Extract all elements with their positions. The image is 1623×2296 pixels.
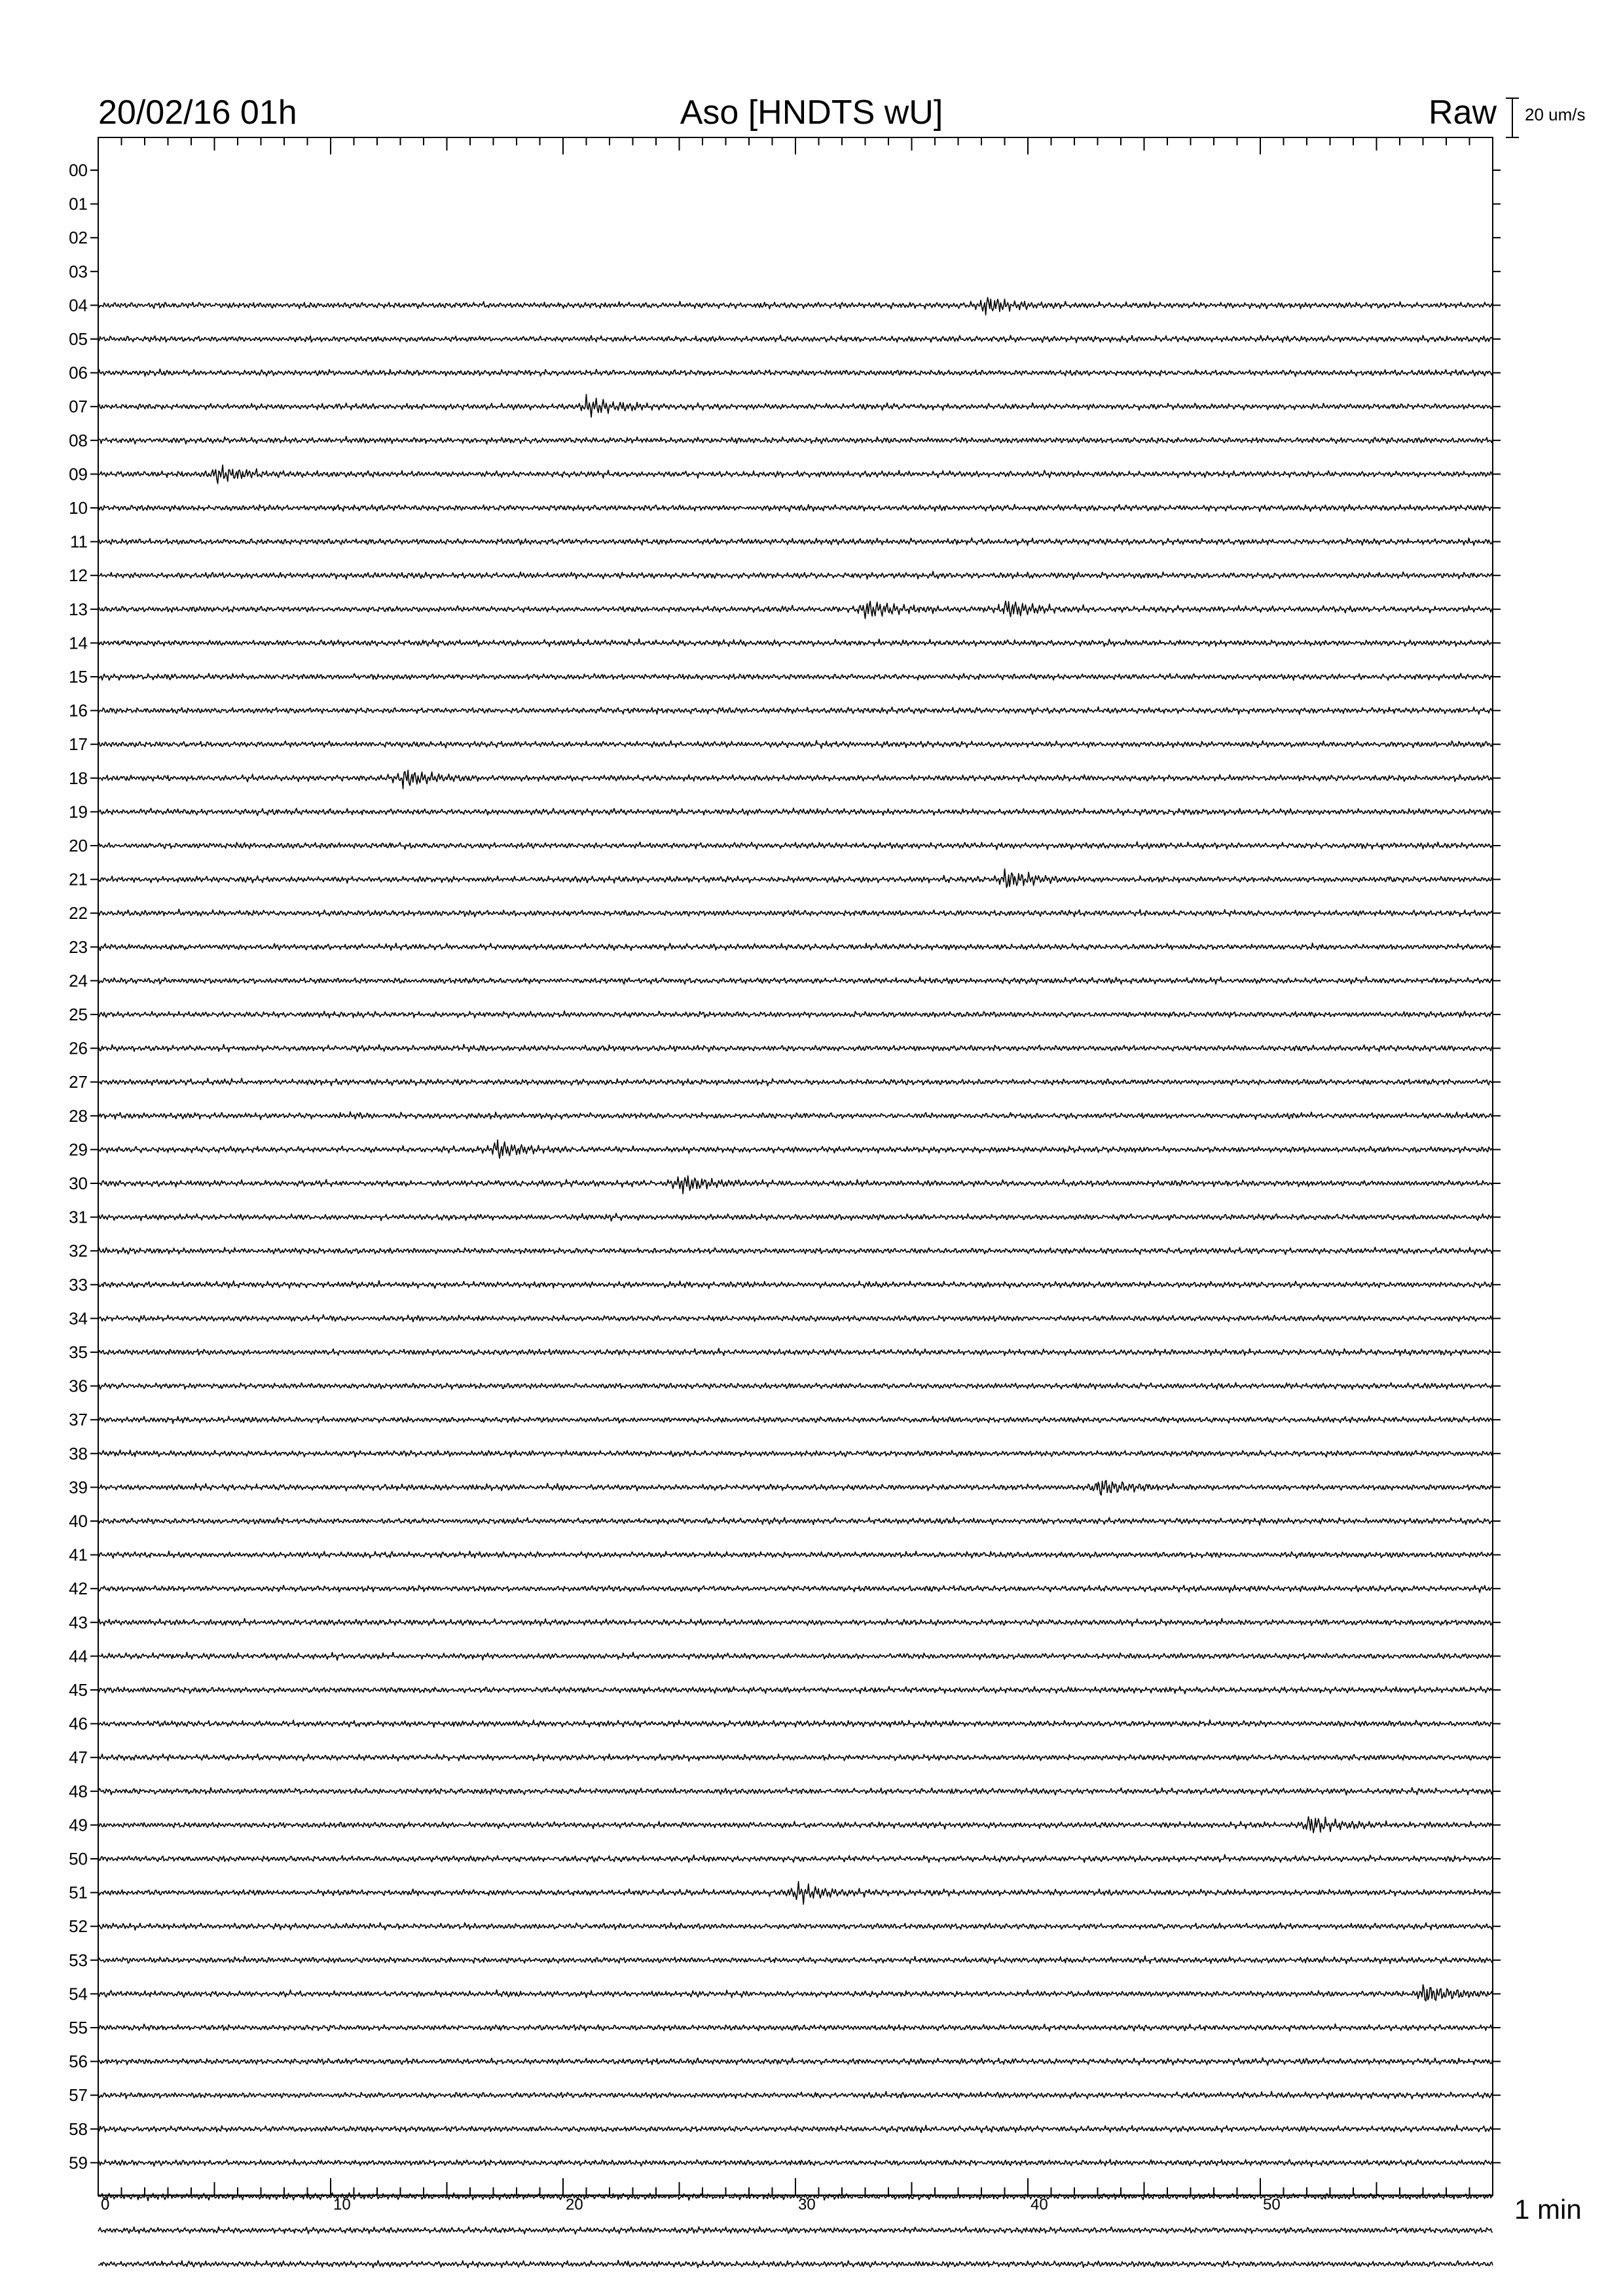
y-tick-label: 11 bbox=[70, 531, 88, 552]
y-tick-label: 39 bbox=[69, 1477, 88, 1498]
seismic-trace-minute-45 bbox=[98, 1687, 1493, 1694]
seismic-trace-minute-50 bbox=[98, 1855, 1493, 1863]
seismic-trace-minute-09 bbox=[98, 465, 1493, 483]
y-tick-label: 25 bbox=[69, 1005, 88, 1024]
y-tick-label: 26 bbox=[69, 1038, 88, 1058]
y-axis-ticks bbox=[69, 160, 1501, 2172]
seismic-trace-minute-15 bbox=[98, 673, 1493, 681]
seismic-trace-minute-53 bbox=[98, 1956, 1493, 1964]
y-tick-label: 06 bbox=[69, 363, 88, 383]
y-tick-label: 45 bbox=[69, 1680, 88, 1700]
seismic-trace-minute-17 bbox=[98, 740, 1493, 748]
amplitude-scale-label: 20 um/s bbox=[1525, 105, 1586, 124]
seismic-trace-minute-27 bbox=[98, 1079, 1493, 1086]
x-axis-ticks bbox=[98, 137, 1493, 2214]
y-tick-label: 56 bbox=[69, 2051, 88, 2072]
seismic-trace-minute-57 bbox=[98, 2091, 1493, 2099]
seismic-trace-minute-22 bbox=[98, 909, 1493, 917]
y-tick-label: 30 bbox=[69, 1174, 88, 1193]
y-tick-label: 49 bbox=[69, 1815, 88, 1835]
y-tick-label: 24 bbox=[69, 971, 88, 991]
filter-mode-label: Raw bbox=[1428, 94, 1497, 132]
seismic-trace-minute-10 bbox=[98, 505, 1493, 512]
seismic-trace-minute-34 bbox=[98, 1315, 1493, 1322]
y-tick-label: 10 bbox=[69, 498, 88, 518]
y-tick-label: 07 bbox=[69, 397, 88, 417]
y-tick-label: 28 bbox=[69, 1105, 88, 1126]
seismic-trace-minute-48 bbox=[98, 1787, 1493, 1795]
y-tick-label: 54 bbox=[69, 1984, 88, 2004]
y-tick-label: 48 bbox=[69, 1781, 88, 1801]
y-tick-label: 32 bbox=[69, 1241, 88, 1261]
y-tick-label: 43 bbox=[69, 1612, 88, 1632]
y-tick-label: 19 bbox=[69, 802, 88, 822]
seismic-trace-minute-42 bbox=[98, 1585, 1493, 1592]
y-tick-label: 01 bbox=[69, 194, 88, 214]
seismic-trace-minute-24 bbox=[98, 977, 1493, 984]
seismic-trace-minute-54 bbox=[98, 1984, 1493, 2001]
y-tick-label: 31 bbox=[69, 1207, 88, 1227]
y-tick-label: 02 bbox=[69, 228, 88, 248]
y-tick-label: 55 bbox=[69, 2018, 88, 2037]
y-tick-label: 42 bbox=[69, 1579, 88, 1599]
y-tick-label: 59 bbox=[69, 2153, 88, 2173]
y-tick-label: 34 bbox=[69, 1308, 88, 1329]
seismic-trace-minute-08 bbox=[98, 437, 1493, 444]
y-tick-label: 57 bbox=[69, 2085, 88, 2106]
x-tick-label: 10 bbox=[333, 2196, 351, 2214]
y-tick-label: 05 bbox=[69, 329, 88, 349]
y-tick-label: 12 bbox=[69, 565, 88, 586]
y-tick-label: 22 bbox=[69, 903, 88, 924]
seismic-trace-minute-46 bbox=[98, 1720, 1493, 1727]
seismic-trace-minute-49 bbox=[98, 1817, 1493, 1833]
y-tick-label: 09 bbox=[69, 464, 88, 484]
seismic-trace-minute-07 bbox=[98, 395, 1493, 418]
seismic-trace-minute-05 bbox=[98, 335, 1493, 343]
y-tick-label: 00 bbox=[69, 160, 88, 180]
seismic-trace-minute-12 bbox=[98, 571, 1493, 579]
y-tick-label: 35 bbox=[69, 1342, 88, 1362]
seismic-trace-minute-55 bbox=[98, 2024, 1493, 2031]
seismic-trace-minute-11 bbox=[98, 538, 1493, 545]
x-tick-label: 30 bbox=[798, 2196, 816, 2214]
y-tick-label: 29 bbox=[69, 1139, 88, 1160]
y-tick-label: 21 bbox=[69, 869, 88, 889]
seismic-trace-minute-19 bbox=[98, 808, 1493, 816]
x-tick-label: 0 bbox=[101, 2196, 110, 2214]
y-tick-label: 08 bbox=[69, 430, 88, 450]
seismic-trace-minute-37 bbox=[98, 1416, 1493, 1424]
time-unit-label: 1 min bbox=[1514, 2194, 1582, 2225]
seismic-trace-minute-44 bbox=[98, 1652, 1493, 1660]
seismic-trace-minute-41 bbox=[98, 1551, 1493, 1558]
y-tick-label: 58 bbox=[69, 2119, 88, 2139]
x-tick-label: 20 bbox=[566, 2196, 583, 2214]
y-tick-label: 04 bbox=[69, 295, 88, 315]
seismic-trace-minute-23 bbox=[98, 943, 1493, 950]
seismic-trace-minute-43 bbox=[98, 1619, 1493, 1626]
seismic-trace-minute-40 bbox=[98, 1517, 1493, 1525]
y-tick-label: 15 bbox=[69, 667, 88, 687]
seismic-trace-minute-52 bbox=[98, 1923, 1493, 1930]
plot-border bbox=[98, 137, 1493, 2195]
seismic-trace-minute-30 bbox=[98, 1175, 1493, 1193]
seismic-trace-minute-28 bbox=[98, 1112, 1493, 1120]
seismic-trace-minute-13 bbox=[98, 601, 1493, 619]
seismic-trace-minute-56 bbox=[98, 2058, 1493, 2065]
plot-frame bbox=[98, 137, 1493, 2195]
seismic-trace-minute-38 bbox=[98, 1450, 1493, 1457]
trace-group bbox=[98, 298, 1493, 2268]
seismic-trace-minute-47 bbox=[98, 1754, 1493, 1761]
y-tick-label: 53 bbox=[69, 1950, 88, 1970]
y-tick-label: 37 bbox=[69, 1410, 88, 1430]
y-tick-label: 20 bbox=[69, 836, 88, 855]
seismic-trace-minute-18 bbox=[98, 770, 1493, 789]
seismic-trace-minute-59 bbox=[98, 2159, 1493, 2166]
seismic-trace-minute-04 bbox=[98, 298, 1493, 315]
y-tick-label: 27 bbox=[69, 1072, 88, 1092]
y-tick-label: 17 bbox=[69, 734, 88, 755]
y-tick-label: 40 bbox=[69, 1511, 88, 1531]
seismic-trace-minute-32 bbox=[98, 1247, 1493, 1255]
y-tick-label: 47 bbox=[69, 1748, 88, 1768]
station-title: Aso [HNDTS wU] bbox=[680, 94, 943, 132]
seismic-trace-minute-35 bbox=[98, 1348, 1493, 1355]
y-tick-label: 41 bbox=[69, 1545, 88, 1565]
seismic-trace-minute-26 bbox=[98, 1045, 1493, 1052]
y-tick-label: 14 bbox=[69, 633, 88, 653]
y-tick-label: 16 bbox=[69, 700, 88, 721]
y-tick-label: 03 bbox=[69, 261, 88, 281]
y-tick-label: 33 bbox=[69, 1274, 88, 1295]
seismic-trace-minute-61 bbox=[98, 2227, 1493, 2234]
seismic-trace-minute-20 bbox=[98, 842, 1493, 850]
y-tick-label: 36 bbox=[69, 1376, 88, 1396]
y-tick-label: 18 bbox=[69, 768, 88, 788]
x-tick-label: 40 bbox=[1030, 2196, 1048, 2214]
seismic-trace-minute-06 bbox=[98, 369, 1493, 376]
y-tick-label: 44 bbox=[69, 1646, 88, 1666]
seismic-trace-minute-36 bbox=[98, 1382, 1493, 1390]
y-tick-label: 13 bbox=[69, 599, 88, 619]
seismic-trace-minute-58 bbox=[98, 2125, 1493, 2133]
seismic-trace-minute-29 bbox=[98, 1140, 1493, 1158]
seismic-trace-minute-39 bbox=[98, 1480, 1493, 1495]
y-tick-label: 38 bbox=[69, 1443, 88, 1463]
seismic-trace-minute-62 bbox=[98, 2260, 1493, 2268]
y-tick-label: 46 bbox=[69, 1713, 88, 1734]
seismic-trace-minute-21 bbox=[98, 869, 1493, 888]
y-tick-label: 51 bbox=[69, 1882, 88, 1903]
seismic-trace-minute-16 bbox=[98, 707, 1493, 715]
seismic-trace-minute-25 bbox=[98, 1011, 1493, 1018]
x-tick-label: 50 bbox=[1263, 2196, 1281, 2214]
seismic-trace-minute-51 bbox=[98, 1882, 1493, 1905]
seismic-trace-minute-31 bbox=[98, 1213, 1493, 1221]
recording-datetime: 20/02/16 01h bbox=[98, 94, 297, 132]
y-tick-label: 23 bbox=[69, 937, 88, 957]
y-tick-label: 52 bbox=[69, 1916, 88, 1937]
y-tick-label: 50 bbox=[69, 1849, 88, 1869]
seismic-trace-minute-14 bbox=[98, 639, 1493, 647]
seismic-trace-minute-33 bbox=[98, 1281, 1493, 1289]
